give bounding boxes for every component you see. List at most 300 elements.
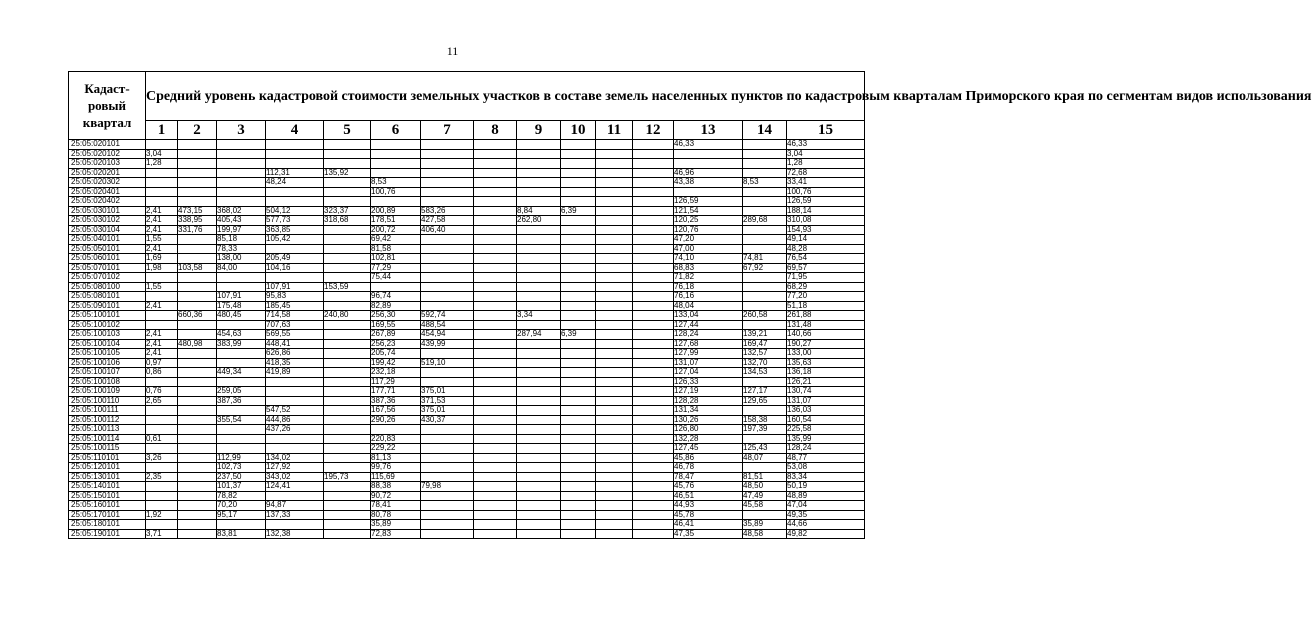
segment-value-cell [743, 406, 787, 416]
segment-value-cell: 185,45 [266, 301, 324, 311]
segment-value-cell [517, 406, 561, 416]
segment-value-cell: 46,33 [674, 140, 743, 150]
segment-value-cell [178, 187, 217, 197]
segment-value-cell [474, 339, 517, 349]
segment-value-cell: 405,43 [217, 216, 266, 226]
table-row [69, 197, 865, 207]
segment-value-cell: 46,33 [787, 140, 865, 150]
segment-value-cell: 48,07 [743, 453, 787, 463]
cadastral-quarter-cell: 25:05:040101 [69, 235, 146, 245]
segment-value-cell [561, 301, 596, 311]
segment-value-cell: 74,10 [674, 254, 743, 264]
segment-value-cell [371, 197, 421, 207]
segment-value-cell [633, 491, 674, 501]
segment-value-cell [178, 320, 217, 330]
segment-value-cell [596, 330, 633, 340]
segment-value-cell [561, 529, 596, 539]
segment-value-cell: 45,86 [674, 453, 743, 463]
segment-value-cell [596, 491, 633, 501]
segment-value-cell [743, 244, 787, 254]
segment-value-cell: 8,53 [371, 178, 421, 188]
segment-value-cell [324, 178, 371, 188]
segment-value-cell [371, 140, 421, 150]
segment-value-cell [561, 216, 596, 226]
segment-value-cell [517, 235, 561, 245]
page-number: 11 [446, 44, 459, 58]
segment-value-cell: 419,89 [266, 368, 324, 378]
segment-value-cell [674, 187, 743, 197]
segment-value-cell: 547,52 [266, 406, 324, 416]
segment-value-cell: 83,81 [217, 529, 266, 539]
segment-value-cell: 1,28 [146, 159, 178, 169]
segment-value-cell [324, 187, 371, 197]
segment-value-cell [517, 415, 561, 425]
segment-value-cell [474, 263, 517, 273]
segment-value-cell: 343,02 [266, 472, 324, 482]
segment-value-cell: 387,36 [217, 396, 266, 406]
segment-value-cell: 3,26 [146, 453, 178, 463]
segment-value-cell: 437,26 [266, 425, 324, 435]
table-row [69, 510, 865, 520]
segment-value-cell: 45,58 [743, 501, 787, 511]
segment-value-cell: 583,26 [421, 206, 474, 216]
segment-value-cell: 1,92 [146, 510, 178, 520]
segment-value-cell: 46,78 [674, 463, 743, 473]
segment-value-cell: 70,20 [217, 501, 266, 511]
segment-value-cell [596, 444, 633, 454]
segment-value-cell [324, 406, 371, 416]
segment-value-cell [561, 187, 596, 197]
table-row [69, 140, 865, 150]
segment-value-cell: 126,59 [787, 197, 865, 207]
segment-value-cell [633, 187, 674, 197]
segment-value-cell [561, 159, 596, 169]
segment-value-cell: 140,66 [787, 330, 865, 340]
segment-value-cell: 84,00 [217, 263, 266, 273]
segment-value-cell [146, 406, 178, 416]
segment-value-cell: 1,28 [787, 159, 865, 169]
segment-value-cell [178, 453, 217, 463]
segment-value-cell [266, 387, 324, 397]
segment-value-cell: 127,99 [674, 349, 743, 359]
segment-value-cell [324, 292, 371, 302]
segment-value-cell [178, 520, 217, 530]
segment-value-cell [178, 273, 217, 283]
segment-value-cell: 2,35 [146, 472, 178, 482]
segment-value-cell [324, 368, 371, 378]
segment-value-cell: 131,34 [674, 406, 743, 416]
segment-value-cell: 74,81 [743, 254, 787, 264]
segment-value-cell [421, 254, 474, 264]
segment-value-cell [743, 235, 787, 245]
segment-value-cell: 200,72 [371, 225, 421, 235]
segment-value-cell [474, 529, 517, 539]
segment-value-cell [561, 292, 596, 302]
segment-value-cell [633, 434, 674, 444]
segment-value-cell [633, 453, 674, 463]
segment-value-cell [266, 159, 324, 169]
segment-value-cell [178, 425, 217, 435]
segment-value-cell: 48,28 [787, 244, 865, 254]
segment-value-cell: 103,58 [178, 263, 217, 273]
segment-value-cell [266, 520, 324, 530]
segment-value-cell [596, 292, 633, 302]
segment-value-cell: 47,49 [743, 491, 787, 501]
segment-value-cell [561, 425, 596, 435]
segment-header-6: 6 [371, 121, 421, 140]
table-row [69, 235, 865, 245]
segment-value-cell [474, 254, 517, 264]
cadastral-quarter-cell: 25:05:020201 [69, 168, 146, 178]
segment-value-cell [596, 415, 633, 425]
table-row [69, 377, 865, 387]
segment-value-cell [178, 472, 217, 482]
segment-value-cell [596, 453, 633, 463]
segment-value-cell [633, 415, 674, 425]
segment-value-cell: 35,89 [743, 520, 787, 530]
segment-value-cell [561, 463, 596, 473]
cadastral-quarter-cell: 25:05:140101 [69, 482, 146, 492]
segment-value-cell: 240,80 [324, 311, 371, 321]
segment-value-cell [146, 501, 178, 511]
segment-value-cell: 112,31 [266, 168, 324, 178]
segment-value-cell: 90,72 [371, 491, 421, 501]
table-row [69, 282, 865, 292]
segment-value-cell: 128,28 [674, 396, 743, 406]
segment-value-cell [474, 453, 517, 463]
segment-value-cell [324, 463, 371, 473]
segment-value-cell: 105,42 [266, 235, 324, 245]
segment-value-cell: 127,92 [266, 463, 324, 473]
segment-value-cell [324, 339, 371, 349]
segment-value-cell: 133,00 [787, 349, 865, 359]
cadastral-quarter-header-text: Кадаст- ровый квартал [82, 81, 132, 130]
segment-value-cell: 83,34 [787, 472, 865, 482]
segment-value-cell [421, 520, 474, 530]
table-row [69, 301, 865, 311]
segment-value-cell [743, 168, 787, 178]
segment-value-cell: 44,66 [787, 520, 865, 530]
segment-value-cell [633, 273, 674, 283]
segment-value-cell: 133,04 [674, 311, 743, 321]
segment-value-cell: 323,37 [324, 206, 371, 216]
segment-value-cell: 77,20 [787, 292, 865, 302]
segment-value-cell [217, 273, 266, 283]
segment-value-cell [474, 463, 517, 473]
segment-value-cell [217, 197, 266, 207]
cadastral-quarter-cell: 25:05:020302 [69, 178, 146, 188]
segment-value-cell [474, 320, 517, 330]
segment-value-cell: 77,29 [371, 263, 421, 273]
segment-value-cell: 48,24 [266, 178, 324, 188]
segment-value-cell [633, 425, 674, 435]
segment-value-cell [561, 339, 596, 349]
table-body [69, 140, 865, 539]
segment-value-cell [633, 149, 674, 159]
segment-value-cell [324, 491, 371, 501]
table-row [69, 358, 865, 368]
segment-value-cell: 427,58 [421, 216, 474, 226]
segment-value-cell: 318,68 [324, 216, 371, 226]
table-row [69, 225, 865, 235]
segment-value-cell [178, 168, 217, 178]
cadastral-quarter-cell: 25:05:020401 [69, 187, 146, 197]
segment-value-cell: 131,07 [674, 358, 743, 368]
segment-value-cell [517, 482, 561, 492]
segment-value-cell [633, 377, 674, 387]
segment-header-9: 9 [517, 121, 561, 140]
segment-value-cell: 75,44 [371, 273, 421, 283]
segment-value-cell: 48,89 [787, 491, 865, 501]
table-row [69, 387, 865, 397]
segment-value-cell: 229,22 [371, 444, 421, 454]
segment-value-cell: 592,74 [421, 311, 474, 321]
segment-value-cell [517, 425, 561, 435]
segment-value-cell: 3,04 [787, 149, 865, 159]
segment-value-cell [561, 244, 596, 254]
segment-value-cell [596, 387, 633, 397]
segment-value-cell [633, 197, 674, 207]
cadastral-quarter-cell: 25:05:100109 [69, 387, 146, 397]
table-row [69, 415, 865, 425]
segment-value-cell [633, 235, 674, 245]
segment-value-cell [146, 415, 178, 425]
segment-value-cell: 139,21 [743, 330, 787, 340]
segment-value-cell [324, 520, 371, 530]
segment-value-cell [474, 491, 517, 501]
segment-value-cell: 338,95 [178, 216, 217, 226]
segment-value-cell [596, 472, 633, 482]
segment-header-4: 4 [266, 121, 324, 140]
segment-value-cell [474, 406, 517, 416]
segment-value-cell [517, 225, 561, 235]
segment-value-cell [596, 368, 633, 378]
segment-value-cell [674, 159, 743, 169]
segment-value-cell [596, 339, 633, 349]
segment-value-cell: 128,24 [787, 444, 865, 454]
segment-value-cell [146, 140, 178, 150]
segment-value-cell: 137,33 [266, 510, 324, 520]
segment-value-cell [561, 501, 596, 511]
segment-value-cell: 72,68 [787, 168, 865, 178]
segment-value-cell [517, 197, 561, 207]
cadastral-quarter-cell: 25:05:030104 [69, 225, 146, 235]
segment-value-cell [421, 168, 474, 178]
segment-value-cell [517, 472, 561, 482]
segment-header-2: 2 [178, 121, 217, 140]
segment-value-cell [324, 197, 371, 207]
segment-value-cell: 371,53 [421, 396, 474, 406]
segment-value-cell [421, 501, 474, 511]
segment-value-cell [421, 368, 474, 378]
segment-value-cell [324, 225, 371, 235]
segment-value-cell: 454,63 [217, 330, 266, 340]
segment-value-cell: 160,54 [787, 415, 865, 425]
segment-value-cell [324, 453, 371, 463]
segment-value-cell [217, 406, 266, 416]
segment-value-cell [146, 292, 178, 302]
segment-value-cell [517, 349, 561, 359]
segment-value-cell [324, 349, 371, 359]
table-row [69, 453, 865, 463]
cadastral-quarter-cell: 25:05:100104 [69, 339, 146, 349]
segment-value-cell [324, 159, 371, 169]
cadastral-quarter-cell: 25:05:080100 [69, 282, 146, 292]
segment-value-cell: 135,99 [787, 434, 865, 444]
segment-value-cell [266, 444, 324, 454]
segment-value-cell: 85,18 [217, 235, 266, 245]
segment-value-cell [324, 482, 371, 492]
segment-value-cell [561, 254, 596, 264]
segment-value-cell [146, 320, 178, 330]
segment-header-10: 10 [561, 121, 596, 140]
segment-value-cell [674, 149, 743, 159]
segment-value-cell [266, 149, 324, 159]
segment-value-cell [421, 425, 474, 435]
segment-value-cell [474, 444, 517, 454]
segment-value-cell [517, 434, 561, 444]
segment-value-cell [596, 377, 633, 387]
segment-value-cell: 256,23 [371, 339, 421, 349]
segment-value-cell [474, 140, 517, 150]
segment-value-cell [217, 168, 266, 178]
segment-value-cell [474, 235, 517, 245]
table-row [69, 368, 865, 378]
segment-value-cell: 100,76 [787, 187, 865, 197]
table-row [69, 529, 865, 539]
table-row [69, 349, 865, 359]
segment-value-cell [596, 149, 633, 159]
segment-value-cell [743, 510, 787, 520]
segment-value-cell: 256,30 [371, 311, 421, 321]
segment-value-cell [596, 282, 633, 292]
segment-value-cell: 375,01 [421, 387, 474, 397]
segment-value-cell [596, 263, 633, 273]
segment-value-cell: 132,57 [743, 349, 787, 359]
segment-value-cell [633, 349, 674, 359]
segment-value-cell: 0,61 [146, 434, 178, 444]
cadastral-quarter-cell: 25:05:050101 [69, 244, 146, 254]
segment-value-cell: 138,00 [217, 254, 266, 264]
segment-value-cell [217, 520, 266, 530]
segment-value-cell [474, 368, 517, 378]
segment-value-cell [561, 358, 596, 368]
segment-value-cell: 126,21 [787, 377, 865, 387]
segment-value-cell: 78,41 [371, 501, 421, 511]
table-row [69, 406, 865, 416]
segment-value-cell [421, 453, 474, 463]
segment-value-cell: 2,65 [146, 396, 178, 406]
segment-value-cell: 448,41 [266, 339, 324, 349]
segment-value-cell: 158,38 [743, 415, 787, 425]
segment-header-5: 5 [324, 121, 371, 140]
segment-value-cell [743, 197, 787, 207]
segment-value-cell [217, 444, 266, 454]
segment-value-cell [178, 159, 217, 169]
segment-value-cell [178, 235, 217, 245]
cadastral-quarter-cell: 25:05:130101 [69, 472, 146, 482]
segment-value-cell: 72,83 [371, 529, 421, 539]
segment-value-cell: 439,99 [421, 339, 474, 349]
segment-value-cell [633, 339, 674, 349]
segment-value-cell [474, 358, 517, 368]
table-row [69, 244, 865, 254]
segment-value-cell: 3,34 [517, 311, 561, 321]
segment-value-cell [474, 178, 517, 188]
segment-value-cell: 102,73 [217, 463, 266, 473]
segment-value-cell [633, 159, 674, 169]
segment-value-cell [561, 396, 596, 406]
segment-value-cell [517, 491, 561, 501]
segment-value-cell [561, 235, 596, 245]
segment-value-cell [561, 482, 596, 492]
segment-value-cell [421, 491, 474, 501]
segment-number-row [69, 121, 865, 140]
cadastral-quarter-cell: 25:05:100106 [69, 358, 146, 368]
segment-value-cell [324, 273, 371, 283]
segment-value-cell [596, 178, 633, 188]
segment-value-cell: 47,04 [787, 501, 865, 511]
segment-value-cell: 577,73 [266, 216, 324, 226]
segment-value-cell: 169,47 [743, 339, 787, 349]
segment-value-cell [474, 149, 517, 159]
segment-value-cell: 363,85 [266, 225, 324, 235]
segment-value-cell [324, 529, 371, 539]
segment-value-cell [561, 510, 596, 520]
segment-value-cell [633, 387, 674, 397]
segment-value-cell [633, 140, 674, 150]
segment-value-cell: 200,89 [371, 206, 421, 216]
segment-value-cell [633, 472, 674, 482]
segment-value-cell [474, 197, 517, 207]
cadastral-quarter-cell: 25:05:100102 [69, 320, 146, 330]
segment-value-cell: 94,87 [266, 501, 324, 511]
segment-value-cell [178, 368, 217, 378]
segment-value-cell: 102,81 [371, 254, 421, 264]
segment-value-cell [517, 140, 561, 150]
segment-value-cell [324, 263, 371, 273]
segment-value-cell [596, 159, 633, 169]
segment-value-cell [561, 197, 596, 207]
segment-value-cell [178, 377, 217, 387]
segment-value-cell [517, 263, 561, 273]
segment-value-cell [596, 225, 633, 235]
segment-value-cell: 131,07 [787, 396, 865, 406]
table-row [69, 159, 865, 169]
segment-value-cell [633, 406, 674, 416]
segment-value-cell: 8,84 [517, 206, 561, 216]
segment-value-cell [371, 425, 421, 435]
segment-value-cell: 190,27 [787, 339, 865, 349]
segment-value-cell: 261,88 [787, 311, 865, 321]
segment-value-cell [561, 434, 596, 444]
segment-value-cell: 225,58 [787, 425, 865, 435]
segment-value-cell: 368,02 [217, 206, 266, 216]
segment-value-cell: 132,28 [674, 434, 743, 444]
segment-value-cell [146, 444, 178, 454]
cadastral-quarter-cell: 25:05:020103 [69, 159, 146, 169]
segment-value-cell [178, 463, 217, 473]
segment-value-cell [596, 206, 633, 216]
table-row [69, 444, 865, 454]
cadastral-quarter-cell: 25:05:100111 [69, 406, 146, 416]
segment-value-cell [474, 520, 517, 530]
segment-value-cell: 48,50 [743, 482, 787, 492]
segment-value-cell [633, 368, 674, 378]
segment-value-cell: 101,37 [217, 482, 266, 492]
segment-value-cell [633, 463, 674, 473]
segment-value-cell [421, 187, 474, 197]
